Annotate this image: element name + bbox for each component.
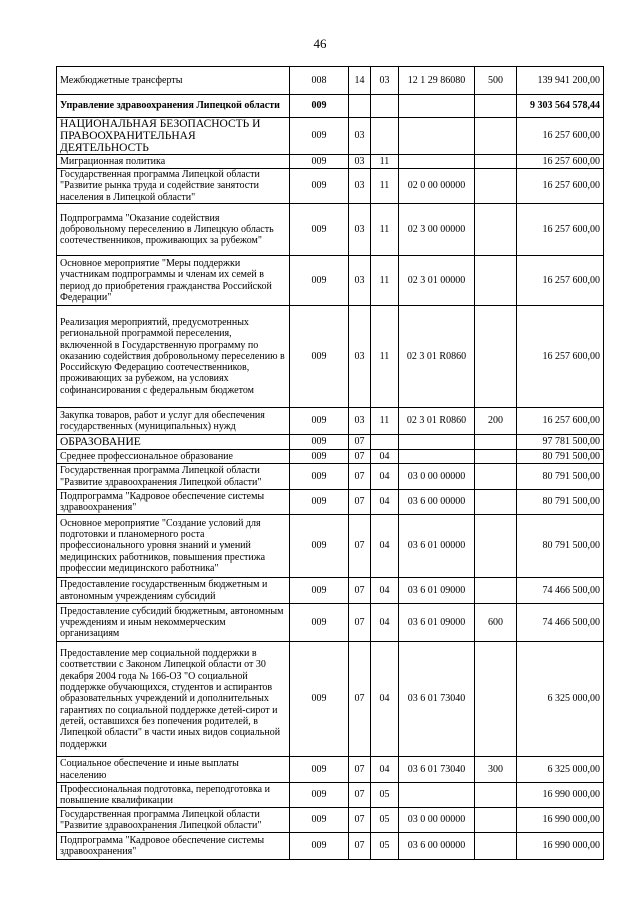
section-code-cell: 03 (349, 118, 371, 155)
table-row (57, 783, 604, 808)
expense-type-cell (475, 464, 517, 490)
subsection-code-cell (371, 435, 399, 450)
subsection-code-cell: 11 (371, 408, 399, 435)
amount-cell: 16 257 600,00 (517, 155, 604, 169)
row-name-cell: НАЦИОНАЛЬНАЯ БЕЗОПАСНОСТЬ И ПРАВООХРАНИТЕЛЬНАЯ ДЕЯТЕЛЬНОСТЬ (57, 118, 290, 155)
target-article-cell: 03 6 00 00000 (399, 490, 475, 515)
expense-type-cell (475, 118, 517, 155)
table-row (57, 642, 604, 757)
target-article-cell: 02 3 01 R0860 (399, 408, 475, 435)
expense-type-cell (475, 490, 517, 515)
ministry-code-cell: 009 (290, 464, 349, 490)
section-code-cell: 07 (349, 808, 371, 833)
expense-type-cell (475, 578, 517, 604)
amount-cell: 80 791 500,00 (517, 450, 604, 464)
amount-cell: 74 466 500,00 (517, 578, 604, 604)
amount-cell: 16 257 600,00 (517, 306, 604, 408)
amount-cell: 6 325 000,00 (517, 757, 604, 783)
target-article-cell (399, 435, 475, 450)
target-article-cell (399, 450, 475, 464)
expense-type-cell (475, 515, 517, 578)
row-name-cell: Основное мероприятие "Создание условий для подготовки и планомерного роста профессионального уровня знаний и умений медицинских работников, повышения престижа профессии медицинского работника" (57, 515, 290, 578)
table-row (57, 306, 604, 408)
table-row (57, 450, 604, 464)
row-name-cell: Среднее профессиональное образование (57, 450, 290, 464)
ministry-code-cell: 009 (290, 256, 349, 306)
row-name-cell: Управление здравоохранения Липецкой области (57, 95, 290, 118)
section-code-cell: 07 (349, 515, 371, 578)
table-row (57, 604, 604, 642)
row-name-cell: Профессиональная подготовка, переподготовка и повышение квалификации (57, 783, 290, 808)
expense-type-cell: 500 (475, 67, 517, 95)
ministry-code-cell: 009 (290, 435, 349, 450)
ministry-code-cell: 009 (290, 408, 349, 435)
section-code-cell: 14 (349, 67, 371, 95)
amount-cell: 16 990 000,00 (517, 783, 604, 808)
table-row (57, 757, 604, 783)
expense-type-cell: 200 (475, 408, 517, 435)
table-row (57, 808, 604, 833)
section-code-cell: 03 (349, 408, 371, 435)
table-row (57, 833, 604, 860)
expense-type-cell (475, 450, 517, 464)
section-code-cell: 03 (349, 306, 371, 408)
table-row (57, 95, 604, 118)
target-article-cell: 02 0 00 00000 (399, 169, 475, 204)
ministry-code-cell: 009 (290, 118, 349, 155)
subsection-code-cell: 04 (371, 450, 399, 464)
target-article-cell (399, 155, 475, 169)
section-code-cell: 07 (349, 435, 371, 450)
expense-type-cell (475, 169, 517, 204)
ministry-code-cell: 009 (290, 808, 349, 833)
ministry-code-cell: 009 (290, 450, 349, 464)
subsection-code-cell: 04 (371, 757, 399, 783)
subsection-code-cell: 11 (371, 204, 399, 256)
amount-cell: 16 257 600,00 (517, 118, 604, 155)
subsection-code-cell: 03 (371, 67, 399, 95)
subsection-code-cell: 04 (371, 490, 399, 515)
target-article-cell: 03 0 00 00000 (399, 808, 475, 833)
expense-type-cell (475, 435, 517, 450)
row-name-cell: Предоставление субсидий бюджетным, автономным учреждениям и иным некоммерческим организациям (57, 604, 290, 642)
section-code-cell: 03 (349, 169, 371, 204)
subsection-code-cell: 04 (371, 464, 399, 490)
ministry-code-cell: 009 (290, 783, 349, 808)
table-row (57, 169, 604, 204)
ministry-code-cell: 009 (290, 490, 349, 515)
section-code-cell: 07 (349, 450, 371, 464)
subsection-code-cell: 05 (371, 808, 399, 833)
section-code-cell (349, 95, 371, 118)
page-number: 46 (313, 36, 327, 51)
subsection-code-cell: 11 (371, 306, 399, 408)
table-body (57, 67, 604, 860)
table-row (57, 155, 604, 169)
subsection-code-cell: 05 (371, 833, 399, 860)
expense-type-cell (475, 155, 517, 169)
table-row (57, 578, 604, 604)
table-row (57, 204, 604, 256)
target-article-cell: 03 0 00 00000 (399, 464, 475, 490)
target-article-cell: 02 3 00 00000 (399, 204, 475, 256)
table-row (57, 435, 604, 450)
row-name-cell: Миграционная политика (57, 155, 290, 169)
target-article-cell: 12 1 29 86080 (399, 67, 475, 95)
row-name-cell: Подпрограмма "Кадровое обеспечение системы здравоохранения" (57, 490, 290, 515)
table-row (57, 515, 604, 578)
subsection-code-cell: 05 (371, 783, 399, 808)
amount-cell: 80 791 500,00 (517, 515, 604, 578)
ministry-code-cell: 008 (290, 67, 349, 95)
section-code-cell: 07 (349, 757, 371, 783)
amount-cell: 16 990 000,00 (517, 833, 604, 860)
amount-cell: 139 941 200,00 (517, 67, 604, 95)
target-article-cell: 03 6 01 09000 (399, 578, 475, 604)
table-row (57, 464, 604, 490)
section-code-cell: 07 (349, 464, 371, 490)
expense-type-cell (475, 306, 517, 408)
section-code-cell: 03 (349, 155, 371, 169)
amount-cell: 80 791 500,00 (517, 490, 604, 515)
subsection-code-cell: 04 (371, 515, 399, 578)
ministry-code-cell: 009 (290, 95, 349, 118)
table-row (57, 256, 604, 306)
table-row (57, 408, 604, 435)
expense-type-cell: 600 (475, 604, 517, 642)
row-name-cell: Социальное обеспечение и иные выплаты населению (57, 757, 290, 783)
target-article-cell: 02 3 01 00000 (399, 256, 475, 306)
row-name-cell: Закупка товаров, работ и услуг для обеспечения государственных (муниципальных) нужд (57, 408, 290, 435)
expense-type-cell (475, 95, 517, 118)
subsection-code-cell: 04 (371, 604, 399, 642)
row-name-cell: Предоставление государственным бюджетным и автономным учреждениям субсидий (57, 578, 290, 604)
row-name-cell: Государственная программа Липецкой области "Развитие здравоохранения Липецкой области" (57, 808, 290, 833)
amount-cell: 74 466 500,00 (517, 604, 604, 642)
expense-type-cell (475, 808, 517, 833)
row-name-cell: Предоставление мер социальной поддержки в соответствии с Законом Липецкой области от 30 декабря 2004 года № 166-ОЗ "О социальной поддержке обучающихся, студентов и аспирантов образовательных учреждений и дополнительных гарантиях по социальной поддержке детей-сирот и детей, оставшихся без попечения родителей, в Липецкой области" в части иных видов социальной поддержки (57, 642, 290, 757)
target-article-cell: 03 6 00 00000 (399, 833, 475, 860)
row-name-cell: Межбюджетные трансферты (57, 67, 290, 95)
row-name-cell: Реализация мероприятий, предусмотренных региональной программой переселения, включенной в Государственную программу по оказанию содействия добровольному переселению в Российскую Федерацию соотечественников, проживающих за рубежом, на условиях софинансирования с федеральным бюджетом (57, 306, 290, 408)
subsection-code-cell (371, 95, 399, 118)
row-name-cell: Подпрограмма "Кадровое обеспечение системы здравоохранения" (57, 833, 290, 860)
ministry-code-cell: 009 (290, 515, 349, 578)
target-article-cell (399, 118, 475, 155)
ministry-code-cell: 009 (290, 204, 349, 256)
table-row (57, 490, 604, 515)
expense-type-cell (475, 204, 517, 256)
expense-type-cell (475, 256, 517, 306)
ministry-code-cell: 009 (290, 642, 349, 757)
amount-cell: 16 257 600,00 (517, 408, 604, 435)
amount-cell: 80 791 500,00 (517, 464, 604, 490)
amount-cell: 97 781 500,00 (517, 435, 604, 450)
budget-table (56, 66, 604, 860)
ministry-code-cell: 009 (290, 757, 349, 783)
target-article-cell: 03 6 01 00000 (399, 515, 475, 578)
amount-cell: 16 257 600,00 (517, 204, 604, 256)
expense-type-cell (475, 642, 517, 757)
amount-cell: 9 303 564 578,44 (517, 95, 604, 118)
subsection-code-cell: 04 (371, 578, 399, 604)
target-article-cell: 03 6 01 73040 (399, 642, 475, 757)
ministry-code-cell: 009 (290, 833, 349, 860)
section-code-cell: 07 (349, 642, 371, 757)
amount-cell: 6 325 000,00 (517, 642, 604, 757)
subsection-code-cell: 04 (371, 642, 399, 757)
table-row (57, 118, 604, 155)
expense-type-cell: 300 (475, 757, 517, 783)
section-code-cell: 07 (349, 783, 371, 808)
section-code-cell: 07 (349, 578, 371, 604)
target-article-cell: 02 3 01 R0860 (399, 306, 475, 408)
target-article-cell: 03 6 01 73040 (399, 757, 475, 783)
target-article-cell: 03 6 01 09000 (399, 604, 475, 642)
row-name-cell: Государственная программа Липецкой области "Развитие рынка труда и содействие занятости населения в Липецкой области" (57, 169, 290, 204)
row-name-cell: Основное мероприятие "Меры поддержки участникам подпрограммы и членам их семей в период до приобретения гражданства Российской Федерации" (57, 256, 290, 306)
table-row (57, 67, 604, 95)
ministry-code-cell: 009 (290, 306, 349, 408)
expense-type-cell (475, 833, 517, 860)
row-name-cell: ОБРАЗОВАНИЕ (57, 435, 290, 450)
ministry-code-cell: 009 (290, 169, 349, 204)
ministry-code-cell: 009 (290, 155, 349, 169)
row-name-cell: Государственная программа Липецкой области "Развитие здравоохранения Липецкой области" (57, 464, 290, 490)
target-article-cell (399, 783, 475, 808)
section-code-cell: 03 (349, 204, 371, 256)
section-code-cell: 07 (349, 833, 371, 860)
section-code-cell: 07 (349, 604, 371, 642)
subsection-code-cell: 11 (371, 155, 399, 169)
target-article-cell (399, 95, 475, 118)
subsection-code-cell: 11 (371, 169, 399, 204)
amount-cell: 16 257 600,00 (517, 256, 604, 306)
section-code-cell: 07 (349, 490, 371, 515)
section-code-cell: 03 (349, 256, 371, 306)
row-name-cell: Подпрограмма "Оказание содействия добровольному переселению в Липецкую область соотечественников, проживающих за рубежом" (57, 204, 290, 256)
amount-cell: 16 257 600,00 (517, 169, 604, 204)
amount-cell: 16 990 000,00 (517, 808, 604, 833)
subsection-code-cell: 11 (371, 256, 399, 306)
subsection-code-cell (371, 118, 399, 155)
expense-type-cell (475, 783, 517, 808)
ministry-code-cell: 009 (290, 604, 349, 642)
ministry-code-cell: 009 (290, 578, 349, 604)
